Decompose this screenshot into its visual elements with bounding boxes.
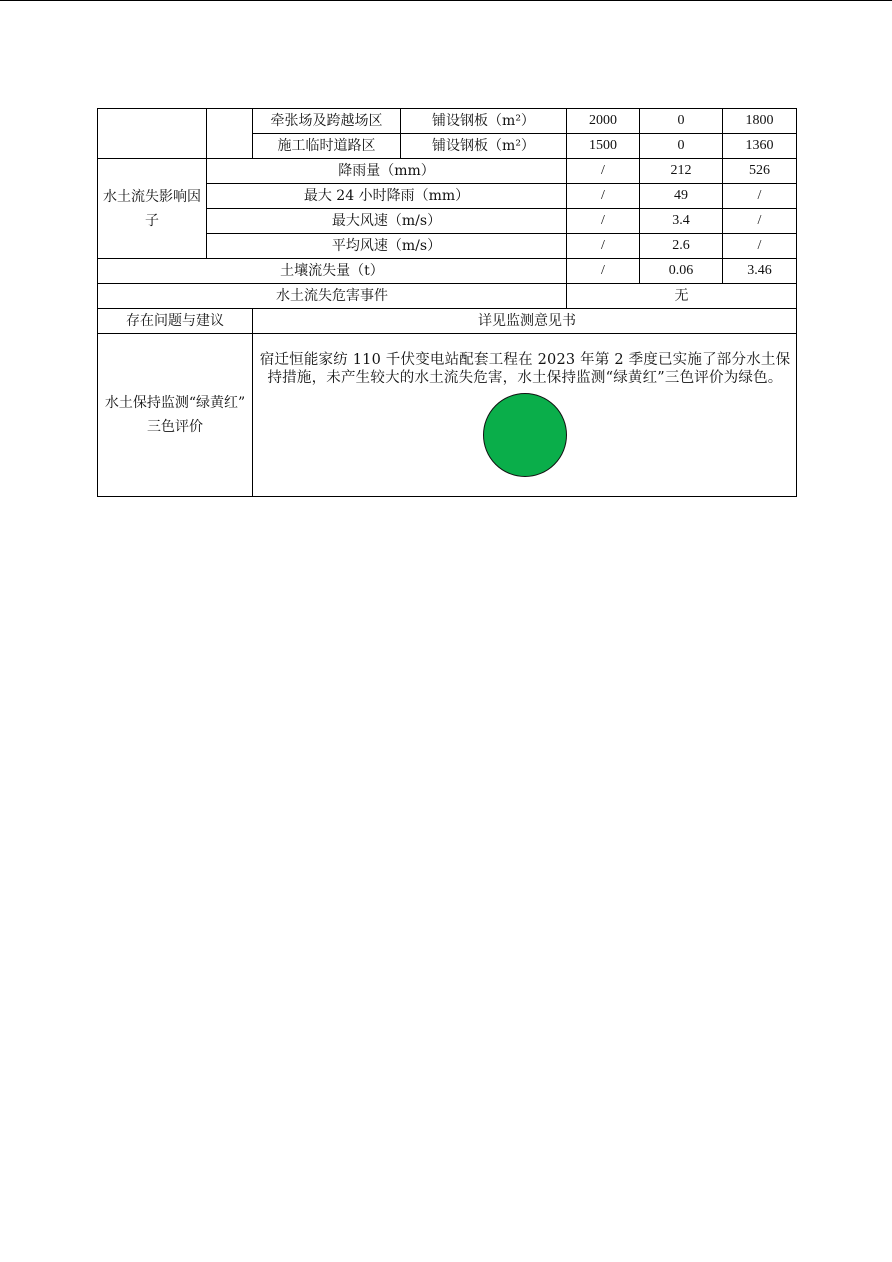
measure-cell: 铺设钢板（m²） xyxy=(401,109,567,134)
monitoring-table xyxy=(97,108,797,497)
value-cell: / xyxy=(567,259,640,284)
blank-cell xyxy=(207,109,253,159)
evaluation-label-cell xyxy=(98,334,253,497)
factor-label-cell: 平均风速（m/s） xyxy=(207,234,567,259)
value-cell: / xyxy=(567,159,640,184)
value-cell: 0 xyxy=(640,134,723,159)
value-cell: / xyxy=(567,234,640,259)
hazard-label: 水土流失危害事件 xyxy=(98,284,567,309)
value-cell: / xyxy=(723,209,797,234)
table-row xyxy=(98,109,797,134)
factor-header-text: 水土流失影响因子 xyxy=(103,188,201,229)
value-cell: 526 xyxy=(723,159,797,184)
value-cell: 1500 xyxy=(567,134,640,159)
value-cell: / xyxy=(567,209,640,234)
table-row xyxy=(98,259,797,284)
value-cell: 1360 xyxy=(723,134,797,159)
value-cell: 1800 xyxy=(723,109,797,134)
evaluation-cell xyxy=(253,334,797,497)
indicator-wrap xyxy=(258,393,792,477)
evaluation-text: 宿迁恒能家纺 110 千伏变电站配套工程在 2023 年第 2 季度已实施了部分水土保持措施，未产生较大的水土流失危害，水土保持监测“绿黄红”三色评价为绿色。 xyxy=(259,352,791,386)
page-top-rule xyxy=(0,0,892,1)
table-row xyxy=(98,284,797,309)
zone-cell: 施工临时道路区 xyxy=(253,134,401,159)
green-circle xyxy=(483,393,567,477)
evaluation-label: 水土保持监测“绿黄红” 三色评价 xyxy=(104,395,246,435)
value-cell: / xyxy=(567,184,640,209)
factor-label-cell: 最大 24 小时降雨（mm） xyxy=(207,184,567,209)
soil-loss-label: 土壤流失量（t） xyxy=(98,259,567,284)
value-cell: 0.06 xyxy=(640,259,723,284)
factor-header-cell xyxy=(98,159,207,259)
zone-cell: 牵张场及跨越场区 xyxy=(253,109,401,134)
issues-label: 存在问题与建议 xyxy=(98,309,253,334)
value-cell: 3.4 xyxy=(640,209,723,234)
value-cell: / xyxy=(723,234,797,259)
factor-label-cell: 最大风速（m/s） xyxy=(207,209,567,234)
value-cell: 2.6 xyxy=(640,234,723,259)
factor-label-cell: 降雨量（mm） xyxy=(207,159,567,184)
value-cell: 212 xyxy=(640,159,723,184)
issues-value: 详见监测意见书 xyxy=(253,309,797,334)
value-cell: 0 xyxy=(640,109,723,134)
value-cell: 49 xyxy=(640,184,723,209)
table-row xyxy=(98,309,797,334)
measure-cell: 铺设钢板（m²） xyxy=(401,134,567,159)
value-cell: 3.46 xyxy=(723,259,797,284)
value-cell: 2000 xyxy=(567,109,640,134)
blank-cell xyxy=(98,109,207,159)
table-row xyxy=(98,334,797,497)
value-cell: / xyxy=(723,184,797,209)
hazard-value: 无 xyxy=(567,284,797,309)
table-row xyxy=(98,159,797,184)
